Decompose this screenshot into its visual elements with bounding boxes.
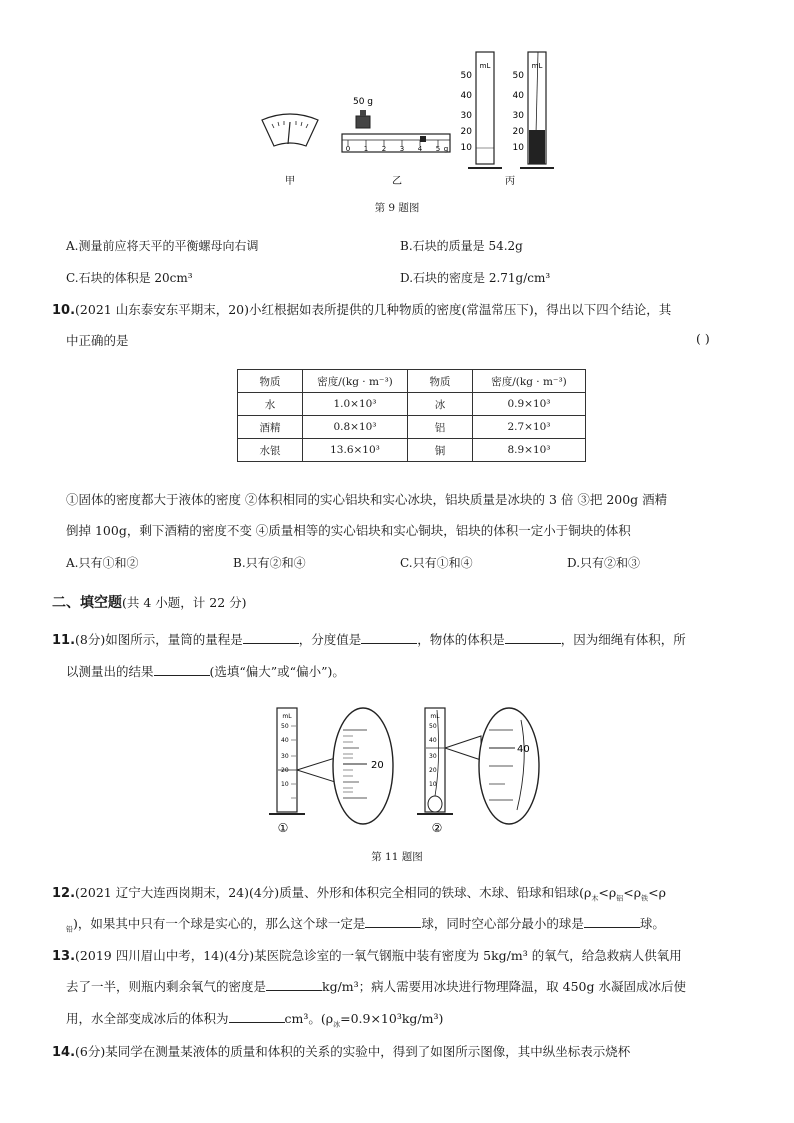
table-cell: 冰: [408, 393, 473, 416]
cyl-unit-1: mL: [479, 62, 491, 70]
rho-sign: ρ: [608, 885, 617, 900]
zoom-1-reading: 20: [371, 760, 384, 771]
cyl1-unit: mL: [282, 713, 292, 720]
q13-line-1: [52, 946, 682, 964]
answer-blank[interactable]: [365, 915, 421, 928]
q12-text-2c: 球。: [639, 916, 665, 931]
cyl2-unit: mL: [430, 713, 440, 720]
q11-text-c: ，物体的体积是: [417, 632, 505, 647]
sub-ice: 冰: [333, 1020, 341, 1029]
figure-9-caption: 第 9 题图: [374, 202, 420, 214]
q11-text-b: ，分度值是: [298, 632, 362, 647]
table-header: 物质: [238, 370, 303, 393]
q9-option-b: B.石块的质量是 54.2g: [400, 239, 523, 253]
measuring-cylinder-with-stone: [513, 52, 554, 168]
q14-text-1: (6分)某同学在测量某液体的质量和体积的关系的实验中，得到了如图所示图像，其中纵坐标表示烧杯: [75, 1044, 631, 1059]
cyl2b-tick-30: 30: [429, 753, 437, 760]
rho-sign: ρ: [633, 885, 642, 900]
cyl-tick-10: 10: [460, 143, 472, 153]
table-header: 密度/(kg · m⁻³): [473, 370, 586, 393]
weight-label: 50 g: [352, 97, 374, 107]
cyl-unit-2: mL: [531, 62, 543, 70]
table-cell: 13.6×10³: [303, 439, 408, 462]
table-cell: 铜: [408, 439, 473, 462]
lt-sign: <: [598, 885, 609, 900]
q9-option-a: A.测量前应将天平的平衡螺母向右调: [66, 239, 259, 253]
table-cell: 8.9×10³: [473, 439, 586, 462]
table-cell: 1.0×10³: [303, 393, 408, 416]
balance-pointer-dial: [262, 114, 318, 146]
cyl2-tick-50: 50: [512, 71, 524, 81]
table-cell: 水: [238, 393, 303, 416]
answer-blank[interactable]: [266, 978, 322, 991]
ruler-tick-5: 5: [435, 145, 441, 153]
q11-text-a: (8分)如图所示，量筒的量程是: [75, 632, 243, 647]
answer-blank[interactable]: [243, 631, 299, 644]
figure-11-caption: 第 11 题图: [371, 851, 423, 863]
mark-2: ②: [431, 821, 443, 835]
figure-9-drawing: [250, 48, 560, 198]
sub-fe: 铁: [641, 894, 649, 903]
measuring-cylinder-empty: [461, 52, 502, 168]
q13-text-1: (2019 四川眉山中考，14)(4分)某医院急诊室的一氧气钢瓶中装有密度为 5kg/m³ 的氧气，给急救病人供氧用: [75, 948, 682, 963]
table-row: [238, 416, 586, 439]
cyl2-tick-30: 30: [512, 111, 524, 121]
ruler-tick-2: 2: [381, 145, 387, 153]
section-2-title: 二、填空题: [52, 595, 122, 611]
cyl2b-tick-20: 20: [429, 767, 437, 774]
q12-number: 12.: [52, 886, 76, 901]
sub-pb: 铅: [66, 925, 73, 934]
cyl1-tick-40: 40: [281, 737, 289, 744]
q10-line-1: [52, 300, 671, 318]
table-cell: 铝: [408, 416, 473, 439]
q10-statements-1: ①固体的密度都大于液体的密度 ②体积相同的实心铝块和实心冰块，铝块质量是冰块的 3 倍 ③把 200g 酒精: [66, 492, 668, 507]
answer-blank[interactable]: [584, 915, 640, 928]
q13-text-3a: 用，水全部变成冰后的体积为: [66, 1011, 229, 1026]
q10-statements-2: 倒掉 100g，剩下酒精的密度不变 ④质量相等的实心铝块和实心铜块，铝块的体积一定小于铜块的体积: [66, 523, 631, 538]
cyl-tick-50: 50: [460, 71, 472, 81]
q9-option-c: C.石块的体积是 20cm³: [66, 271, 193, 285]
rho-sign: ρ: [658, 885, 666, 900]
weight-and-ruler: [342, 97, 450, 153]
answer-blank[interactable]: [361, 631, 417, 644]
ruler-tick-4: 4: [417, 145, 423, 153]
cyl1-tick-30: 30: [281, 753, 289, 760]
section-2-subtitle: (共 4 小题，计 22 分): [122, 595, 247, 610]
q11-text-e: 以测量出的结果: [66, 664, 154, 679]
q10-option-c: C.只有①和④: [400, 556, 473, 570]
q12-line-1: [52, 883, 666, 904]
q9-option-d: D.石块的密度是 2.71g/cm³: [400, 271, 551, 285]
cyl1-tick-10: 10: [281, 781, 289, 788]
table-cell: 水银: [238, 439, 303, 462]
cyl-tick-40: 40: [460, 91, 472, 101]
cyl2b-tick-50: 50: [429, 723, 437, 730]
table-header: 物质: [408, 370, 473, 393]
figure-11: [255, 700, 545, 835]
density-table: [237, 369, 586, 462]
cyl2-tick-10: 10: [512, 143, 524, 153]
q14-line-1: [52, 1042, 630, 1060]
ruler-tick-1: 1: [363, 145, 369, 153]
q12-line-2: [66, 914, 665, 935]
cylinder-1: [269, 708, 393, 824]
cyl2-tick-40: 40: [512, 91, 524, 101]
q13-number: 13.: [52, 949, 76, 964]
q10-option-b: B.只有②和④: [233, 556, 306, 570]
table-header: 密度/(kg · m⁻³): [303, 370, 408, 393]
mark-1: ①: [277, 821, 289, 835]
q10-stem-2: 中正确的是: [66, 333, 129, 348]
answer-blank[interactable]: [505, 631, 561, 644]
q13-text-3c: =0.9×10³kg/m³): [340, 1011, 444, 1026]
ruler-tick-0: 0: [345, 145, 351, 153]
label-jia: 甲: [285, 176, 295, 187]
q13-text-2a: 去了一半，则瓶内剩余氧气的密度是: [66, 979, 267, 994]
q10-option-d: D.只有②和③: [567, 556, 641, 570]
q10-answer-paren: ( ): [696, 331, 710, 346]
q12-text-2a: )，如果其中只有一个球是实心的，那么这个球一定是: [73, 916, 366, 931]
cyl2b-tick-40: 40: [429, 737, 437, 744]
table-cell: 2.7×10³: [473, 416, 586, 439]
sub-wood: 木: [591, 894, 599, 903]
cyl1-tick-50: 50: [281, 723, 289, 730]
q13-line-3: [66, 1009, 443, 1030]
cyl-tick-30: 30: [460, 111, 472, 121]
cyl1-tick-20: 20: [281, 767, 289, 774]
q11-line-2: [66, 662, 345, 680]
lt-sign: <: [623, 885, 634, 900]
ruler-unit: g: [443, 145, 449, 153]
q10-number: 10.: [52, 303, 76, 318]
q10-option-a: A.只有①和②: [66, 556, 139, 570]
q11-text-f: (选填“偏大”或“偏小”)。: [209, 664, 345, 679]
table-row: [238, 393, 586, 416]
figure-11-drawing: [255, 700, 545, 835]
q13-text-2b: kg/m³；病人需要用冰块进行物理降温，取 450g 水凝固成冰后使: [322, 979, 686, 994]
table-row: [238, 439, 586, 462]
q11-number: 11.: [52, 633, 76, 648]
label-bing: 丙: [505, 176, 515, 187]
label-yi: 乙: [392, 176, 402, 187]
sub-al: 铝: [616, 894, 624, 903]
figure-9: [250, 48, 560, 198]
ruler-tick-3: 3: [399, 145, 405, 153]
q13-text-3b: cm³。(ρ: [284, 1011, 334, 1026]
table-cell: 0.9×10³: [473, 393, 586, 416]
q10-stem-1: (2021 山东泰安东平期末，20)小红根据如表所提供的几种物质的密度(常温常压下)，得出以下四个结论，其: [75, 302, 672, 317]
cyl2-tick-20: 20: [512, 127, 524, 137]
table-header-row: [238, 370, 586, 393]
answer-blank[interactable]: [229, 1010, 285, 1023]
q11-text-d: ，因为细绳有体积，所: [560, 632, 686, 647]
q13-line-2: [66, 977, 686, 995]
cyl-tick-20: 20: [460, 127, 472, 137]
answer-blank[interactable]: [154, 663, 210, 676]
q12-text-1: (2021 辽宁大连西岗期末，24)(4分)质量、外形和体积完全相同的铁球、木球、铅球和铝球(ρ: [75, 885, 592, 900]
section-2-heading: [52, 592, 247, 612]
table-cell: 酒精: [238, 416, 303, 439]
cylinder-2: [417, 708, 539, 824]
lt-sign: <: [648, 885, 659, 900]
zoom-2-reading: 40: [517, 744, 530, 755]
q12-text-2b: 球，同时空心部分最小的球是: [421, 916, 584, 931]
table-cell: 0.8×10³: [303, 416, 408, 439]
cyl2b-tick-10: 10: [429, 781, 437, 788]
q11-line-1: [52, 630, 686, 648]
q14-number: 14.: [52, 1045, 76, 1060]
